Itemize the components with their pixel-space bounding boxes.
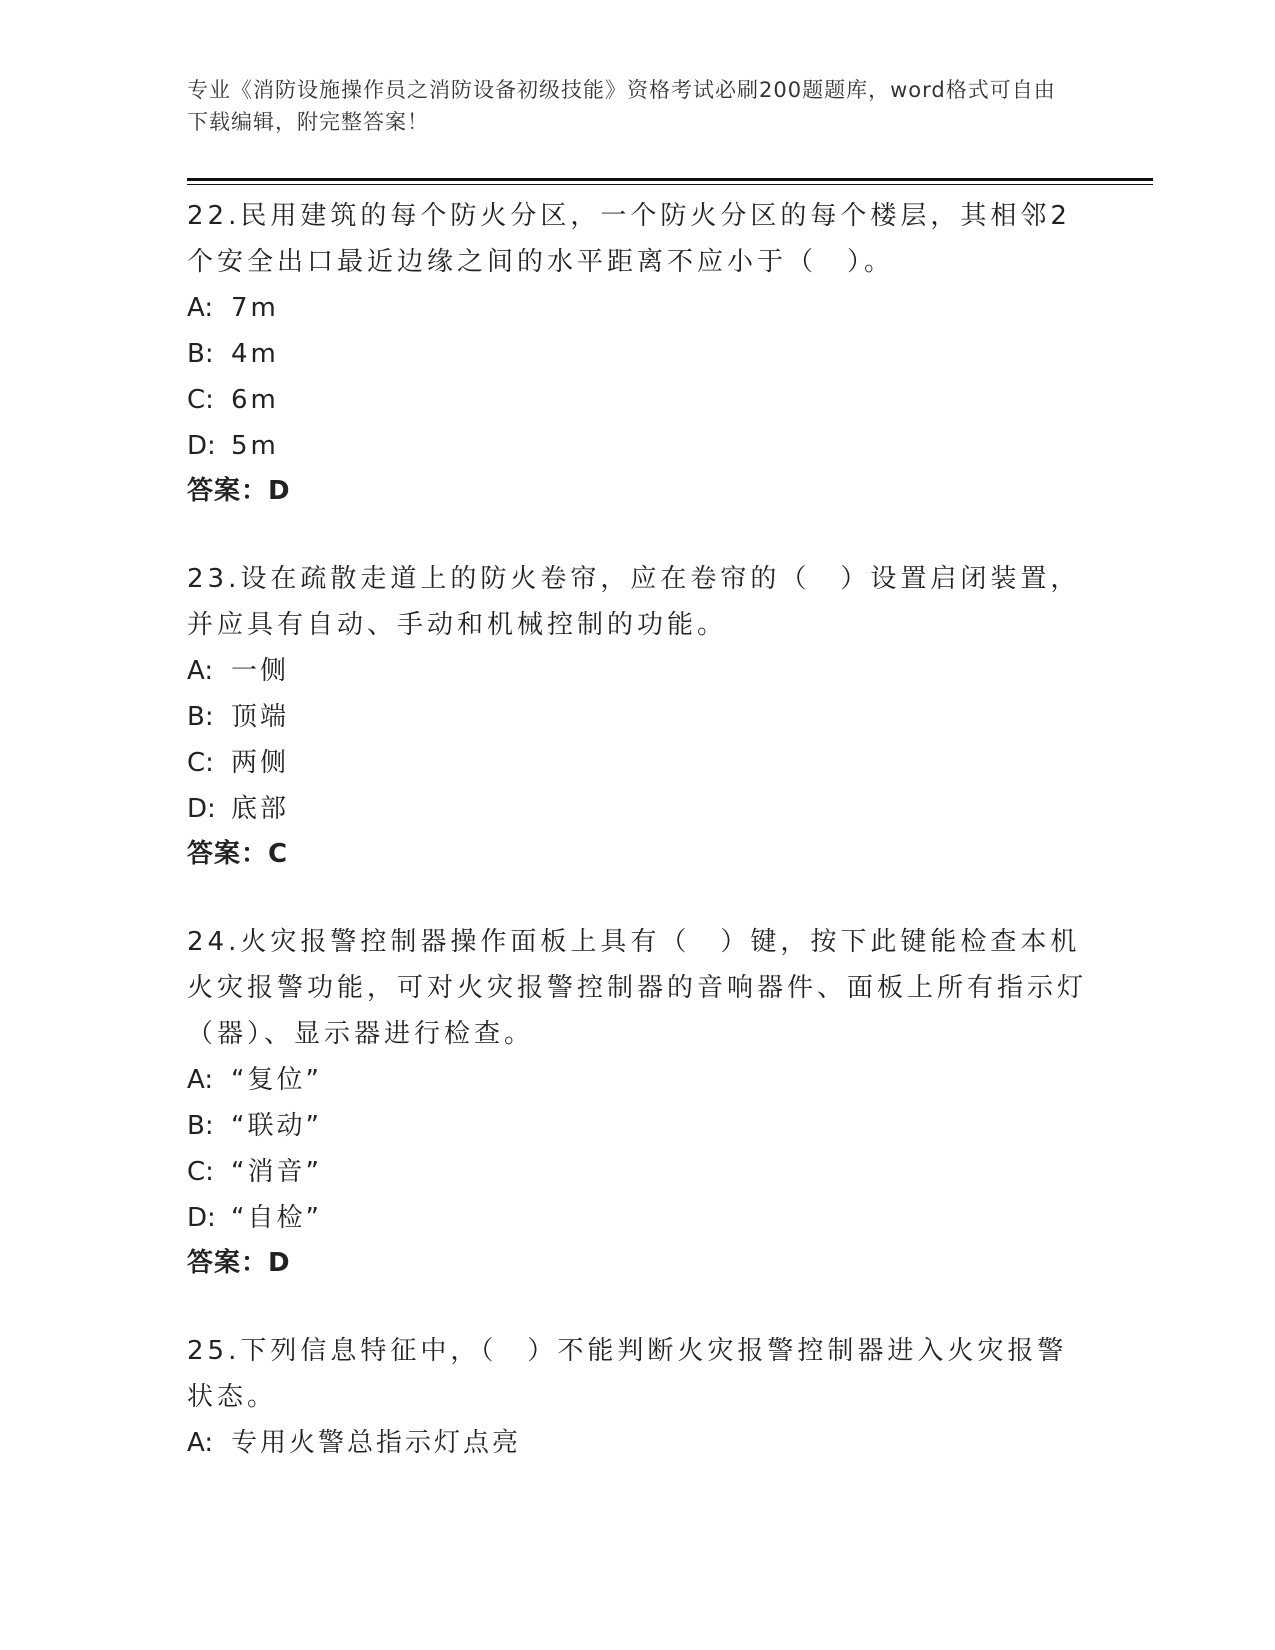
- option-c: [187, 740, 1087, 786]
- option-label: D:: [187, 1203, 216, 1233]
- option-text: 5m: [231, 431, 279, 461]
- option-label: A:: [187, 1428, 214, 1458]
- question-text: 24.火灾报警控制器操作面板上具有（ ）键，按下此键能检查本机火灾报警功能，可对火灾报警控制器的音响器件、面板上所有指示灯（器）、显示器进行检查。: [187, 927, 1088, 1049]
- option-b: [187, 1103, 1087, 1149]
- option-text: “消音”: [231, 1157, 322, 1187]
- option-label: C:: [187, 748, 214, 778]
- header-divider-thick: [187, 178, 1153, 181]
- question-24: [187, 919, 1087, 1285]
- option-label: A:: [187, 293, 214, 323]
- answer-text: 答案：D: [187, 476, 291, 506]
- option-label: A:: [187, 656, 214, 686]
- option-label: A:: [187, 1065, 214, 1095]
- option-label: C:: [187, 385, 214, 415]
- option-d: [187, 423, 1087, 469]
- option-b: [187, 694, 1087, 740]
- question-23: [187, 556, 1087, 876]
- option-label: C:: [187, 1157, 214, 1187]
- option-c: [187, 377, 1087, 423]
- question-22: [187, 193, 1087, 513]
- option-text: “自检”: [231, 1203, 322, 1233]
- option-label: B:: [187, 702, 214, 732]
- option-a: [187, 1420, 1087, 1466]
- option-d: [187, 1195, 1087, 1241]
- question-text: 22.民用建筑的每个防火分区，一个防火分区的每个楼层，其相邻2个安全出口最近边缘之间的水平距离不应小于（ ）。: [187, 201, 1071, 277]
- option-b: [187, 331, 1087, 377]
- option-d: [187, 786, 1087, 832]
- option-text: “联动”: [231, 1111, 322, 1141]
- option-label: B:: [187, 339, 214, 369]
- question-25: [187, 1328, 1087, 1466]
- option-label: D:: [187, 794, 216, 824]
- option-text: 底部: [231, 794, 290, 824]
- option-text: 专用火警总指示灯点亮: [231, 1428, 522, 1458]
- option-text: 两侧: [231, 748, 290, 778]
- option-c: [187, 1149, 1087, 1195]
- option-text: 4m: [231, 339, 279, 369]
- answer-text: 答案：C: [187, 839, 289, 869]
- option-label: D:: [187, 431, 216, 461]
- question-text: 23.设在疏散走道上的防火卷帘，应在卷帘的（ ）设置启闭装置，并应具有自动、手动和机械控制的功能。: [187, 564, 1081, 640]
- option-text: 6m: [231, 385, 279, 415]
- option-text: “复位”: [231, 1065, 322, 1095]
- header-divider-thin: [187, 184, 1153, 185]
- option-a: [187, 648, 1087, 694]
- option-text: 一侧: [231, 656, 290, 686]
- document-header: 专业《消防设施操作员之消防设备初级技能》资格考试必刷200题题库，word格式可自由下载编辑，附完整答案！: [187, 78, 1056, 134]
- option-text: 7m: [231, 293, 279, 323]
- question-list: [187, 193, 1087, 1509]
- option-label: B:: [187, 1111, 214, 1141]
- question-text: 25.下列信息特征中，（ ）不能判断火灾报警控制器进入火灾报警状态。: [187, 1336, 1068, 1412]
- option-text: 顶端: [231, 702, 290, 732]
- option-a: [187, 1057, 1087, 1103]
- answer-text: 答案：D: [187, 1248, 291, 1278]
- option-a: [187, 285, 1087, 331]
